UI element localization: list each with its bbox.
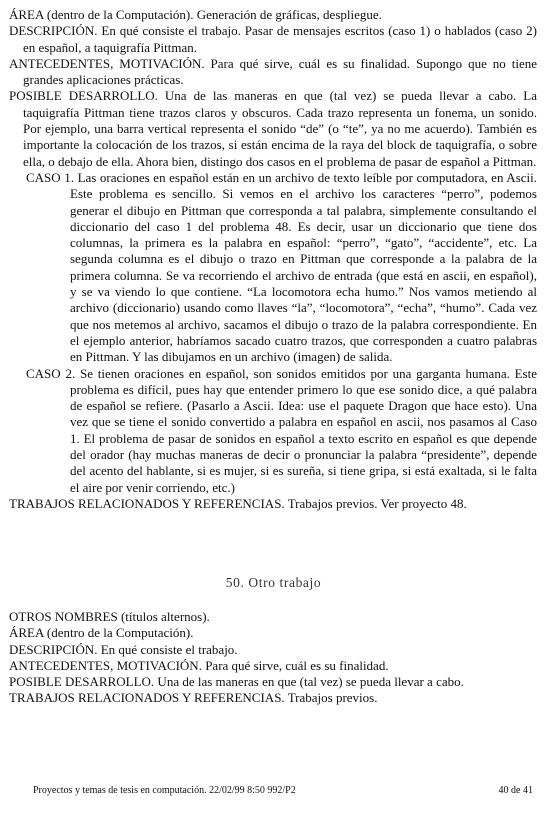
section-heading: 50. Otro trabajo [225, 575, 322, 590]
footer-document-info: Proyectos y temas de tesis en computación. 22/02/99 8:50 992/P2 [33, 785, 296, 796]
project-50-body [9, 609, 537, 707]
motivation-line: ANTECEDENTES, MOTIVACIÓN. Para qué sirve, cuál es su finalidad. [9, 657, 389, 673]
footer-page-number: 40 de 41 [498, 785, 533, 796]
area-paragraph: ÁREA (dentro de la Computación). Generación de gráficas, despliegue. [9, 7, 382, 22]
description-paragraph: DESCRIPCIÓN. En qué consiste el trabajo. Pasar de mensajes escritos (caso 1) o hablados (caso 2) en español, a taquigrafía Pittman. [9, 23, 537, 55]
project-49-body [9, 7, 537, 512]
caso-2-paragraph: CASO 2. Se tienen oraciones en español, son sonidos emitidos por una garganta humana. Este problema es difícil, pues hay que entender primero lo que ese sonido dice, a qué palabra de español se refiere. (Pasarlo a Ascii. Idea: use el paquete Dragon que hace esto). Una vez que se tiene el sonido convertido a palabra en español en ascii, nos pasamos al Caso 1. El problema de pasar de sonidos en español a texto escrito en español es que depende del orador (hay muchas maneras de decir o pronunciar la palabra “presidente”, depende del acento del hablante, si es mujer, si es sureña, si tiene gripa, si está exaltada, si le falta el aire por venir corriendo, etc.) [26, 365, 537, 495]
area-line: ÁREA (dentro de la Computación). [9, 625, 194, 641]
other-names-line: OTROS NOMBRES (títulos alternos). [9, 609, 210, 624]
development-line: POSIBLE DESARROLLO. Una de las maneras en que (tal vez) se pueda llevar a cabo. [9, 674, 464, 690]
development-paragraph: POSIBLE DESARROLLO. Una de las maneras en que (tal vez) se pueda llevar a cabo. La taquigrafía Pittman tiene trazos claros y obscuros. Cada trazo representa un fonema, un sonido. Por ejemplo, una barra vertical representa el sonido “de” (o “te”, ya no me acuerdo). También es importante la colocación de los trazos, si están encima de la raya del block de taquigrafía, o sobre ella, o debajo de ella. Ahora bien, distingo dos casos en el problema de pasar de español a Pittman. [9, 88, 537, 169]
description-line: DESCRIPCIÓN. En qué consiste el trabajo. [9, 641, 238, 657]
references-line: TRABAJOS RELACIONADOS Y REFERENCIAS. Trabajos previos. [9, 690, 378, 706]
caso-1-paragraph: CASO 1. Las oraciones en español están en un archivo de texto leíble por computadora, en Ascii. Este problema es sencillo. Si vemos en el archivo los caracteres “perro”, podemos generar el dibujo en Pittman que corresponda a tal palabra, simplemente consultando el diccionario del caso 1 del problema 48. Es decir, usar un diccionario que tiene dos columnas, la primera es la palabra en español: “perro”, “gato”, “accidente”, etc. La segunda columna es el dibujo o trazo en Pittman que corresponde a la palabra de la primera columna. Se va recorriendo el archivo de entrada (que está en ascii, en español), y se va viendo lo que contiene. “La locomotora echa humo.” Nos vamos metiendo al archivo (diccionario) usando como llaves “la”, “locomotora”, “echa”, “humo”. Cada vez que nos metemos al archivo, sacamos el dibujo o trazo de la palabra correspondiente. En el ejemplo anterior, habríamos sacado cuatro trazos, que corresponden a cuatro palabras en Pittman. Y las dibujamos en un archivo (imagen) de salida. [26, 169, 537, 365]
references-paragraph: TRABAJOS RELACIONADOS Y REFERENCIAS. Trabajos previos. Ver proyecto 48. [9, 495, 467, 511]
motivation-paragraph: ANTECEDENTES, MOTIVACIÓN. Para qué sirve, cuál es su finalidad. Supongo que no tiene grandes aplicaciones prácticas. [9, 55, 537, 88]
